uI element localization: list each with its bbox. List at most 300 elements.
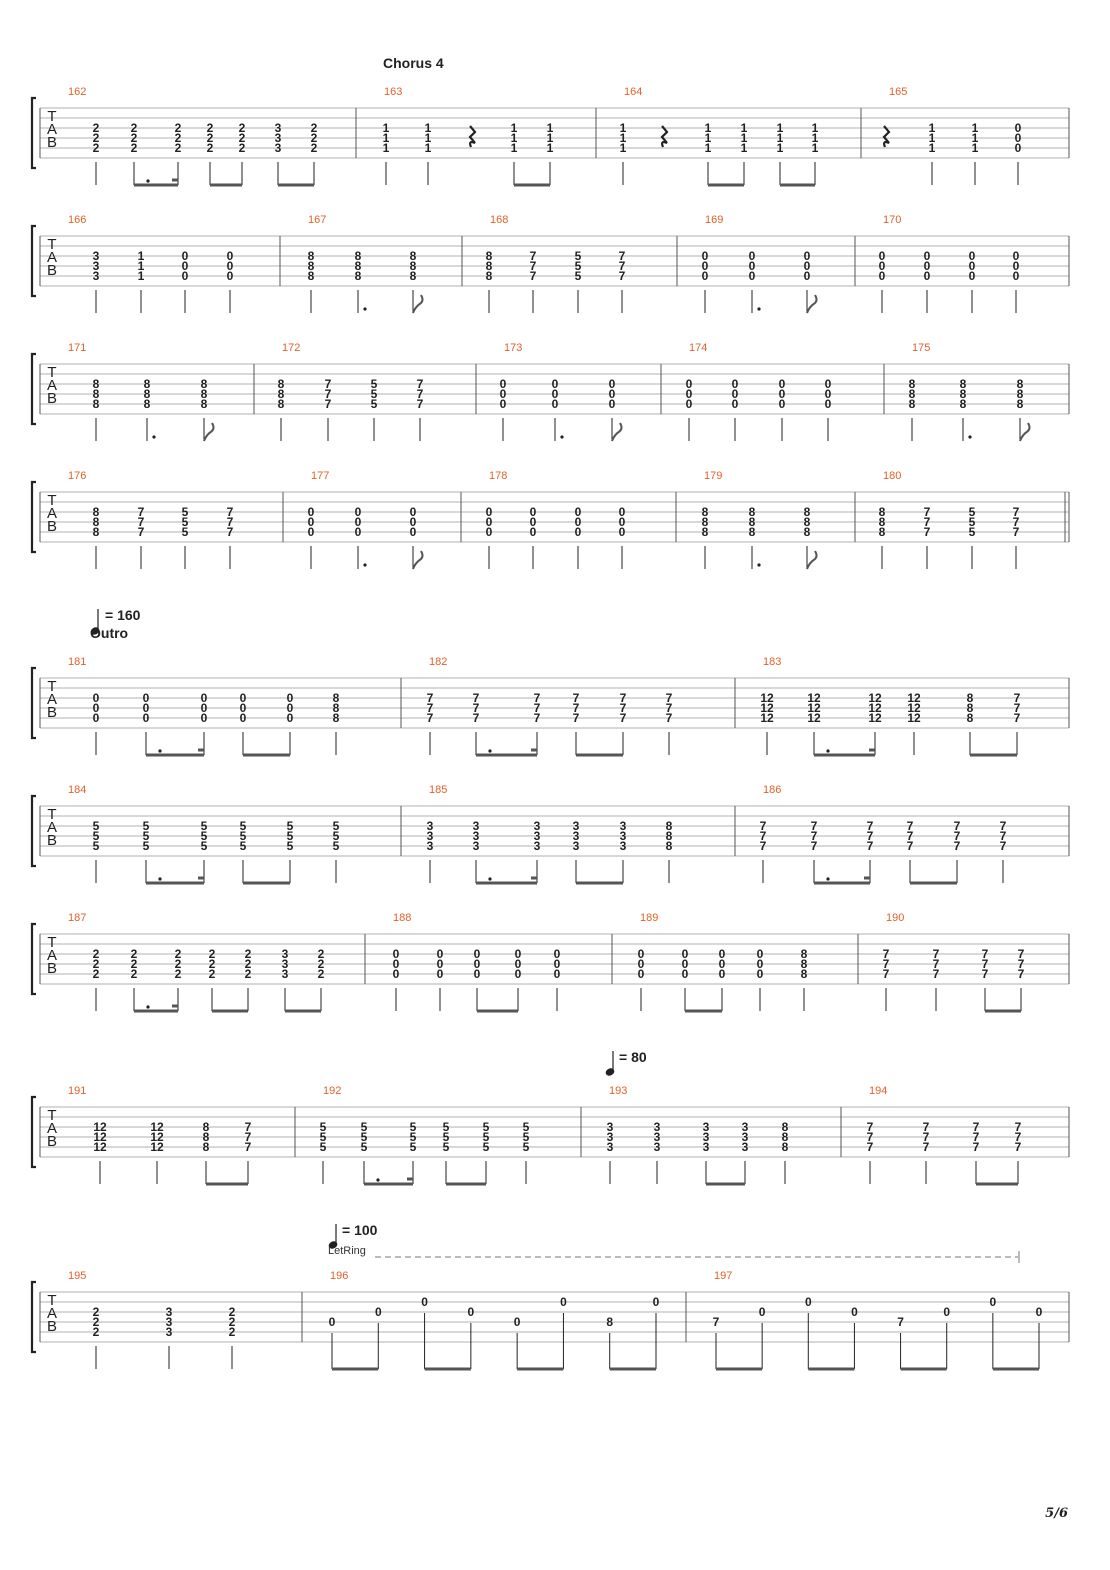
fret-number: 0 [92,691,100,705]
fret-number: 7 [1012,515,1020,529]
fret-number: 3 [274,141,282,155]
measure-number: 186 [763,784,782,796]
fret-number: 8 [485,249,493,263]
fret-number: 8 [959,377,967,391]
fret-number: 5 [409,1140,417,1154]
fret-number: 1 [928,131,936,145]
dot [488,877,491,880]
fret-number: 0 [878,259,886,273]
fret-number: 0 [92,711,100,725]
fret-number: 5 [522,1120,530,1134]
fret-number: 1 [776,121,784,135]
fret-number: 0 [731,387,739,401]
fret-number: 0 [142,701,150,715]
fret-number: 7 [759,829,767,843]
fret-number: 8 [332,701,340,715]
fret-number: 0 [756,957,764,971]
measure [883,912,1025,1011]
system-brace [32,98,36,168]
fret-number: 2 [174,121,182,135]
fret-number: 8 [200,377,208,391]
fret-number: 5 [239,839,247,853]
fret-number: 8 [202,1130,210,1144]
fret-number: 0 [878,249,886,263]
fret-number: 12 [868,701,882,715]
fret-number: 0 [968,269,976,283]
fret-number: 7 [712,1315,720,1329]
measure-number: 165 [889,86,908,98]
fret-number: 3 [606,1130,614,1144]
fret-number: 1 [776,131,784,145]
fret-number: 7 [416,397,424,411]
fret-number: 2 [208,947,216,961]
fret-number: 1 [619,141,627,155]
measure [68,214,234,313]
measure-number: 194 [869,1085,888,1097]
system-brace [32,482,36,552]
measure [308,214,423,313]
fret-number: 0 [529,505,537,519]
measure-number: 188 [393,912,412,924]
fret-number: 3 [472,829,480,843]
fret-number: 1 [137,249,145,263]
fret-number: 2 [130,967,138,981]
fret-number: 8 [966,701,974,715]
dot [158,877,161,880]
fret-number: 1 [137,269,145,283]
fret-number: 0 [1014,121,1022,135]
fret-number: 7 [882,947,890,961]
fret-number: 5 [360,1130,368,1144]
fret-number: 0 [436,947,444,961]
note-flag [807,551,817,569]
measure [620,86,819,185]
fret-number: 2 [238,141,246,155]
fret-number: 8 [665,839,673,853]
fret-number: 2 [206,121,214,135]
staff-system [32,1085,1069,1184]
fret-number: 7 [137,525,145,539]
fret-number: 8 [92,377,100,391]
fret-number: 3 [653,1140,661,1154]
fret-number: 7 [137,515,145,529]
fret-number: 5 [92,819,100,833]
fret-number: 3 [572,829,580,843]
fret-number: 3 [426,829,434,843]
fret-number: 0 [923,249,931,263]
fret-number: 7 [619,701,627,715]
fret-number: 2 [92,121,100,135]
fret-number: 0 [529,515,537,529]
fret-number: 7 [1012,505,1020,519]
fret-number: 7 [882,967,890,981]
measure [760,784,1007,883]
fret-number: 2 [130,947,138,961]
measure-number: 174 [689,342,708,354]
fret-number: 0 [239,691,247,705]
measure [68,784,340,883]
system-brace [32,796,36,866]
fret-number: 0 [756,967,764,981]
fret-number: 2 [317,957,325,971]
fret-number: 5 [332,829,340,843]
fret-number: 7 [1014,1120,1022,1134]
fret-number: 8 [908,387,916,401]
fret-number: 8 [277,377,285,391]
fret-number: 5 [200,839,208,853]
fret-number: 7 [533,701,541,715]
fret-number: 12 [907,691,921,705]
fret-number: 8 [908,377,916,391]
fret-number: 7 [472,711,480,725]
fret-number: 0 [514,957,522,971]
measure-number: 193 [609,1085,628,1097]
staff-systems [32,86,1069,1369]
measure-number: 162 [68,86,87,98]
fret-number: 7 [972,1120,980,1134]
measure [68,1085,252,1184]
fret-number: 8 [878,515,886,529]
fret-number: 7 [1012,525,1020,539]
fret-number: 0 [851,1305,858,1319]
fret-number: 8 [332,711,340,725]
fret-number: 7 [923,505,931,519]
fret-number: 0 [226,249,234,263]
tab-clef-letter: T [47,806,57,823]
fret-number: 0 [608,377,616,391]
note-flag [413,551,423,569]
fret-number: 7 [226,505,234,519]
fret-number: 7 [324,397,332,411]
fret-number: 5 [574,259,582,273]
fret-number: 5 [332,819,340,833]
fret-number: 7 [244,1130,252,1144]
fret-number: 3 [619,839,627,853]
fret-number: 1 [740,141,748,155]
fret-number: 12 [93,1130,107,1144]
fret-number: 2 [228,1325,236,1339]
fret-number: 0 [685,377,693,391]
fret-number: 3 [741,1140,749,1154]
quarter-rest [662,126,667,147]
fret-number: 5 [482,1120,490,1134]
fret-number: 7 [866,819,874,833]
fret-number: 0 [718,947,726,961]
note-flag [1020,423,1030,441]
fret-number: 8 [800,957,808,971]
fret-number: 0 [473,947,481,961]
fret-number: 0 [286,711,294,725]
fret-number: 0 [681,967,689,981]
dot [376,1178,379,1181]
fret-number: 8 [202,1140,210,1154]
fret-number: 3 [653,1120,661,1134]
fret-number: 8 [748,525,756,539]
measure [68,342,214,441]
tab-clef-letter: T [47,934,57,951]
fret-number: 7 [324,377,332,391]
fret-number: 7 [923,515,931,529]
fret-number: 3 [572,839,580,853]
quarter-rest [884,126,889,147]
fret-number: 7 [416,377,424,391]
measure [500,342,622,441]
staff-system [32,470,1069,569]
fret-number: 7 [810,829,818,843]
measure-number: 173 [504,342,523,354]
measure-number: 167 [308,214,327,226]
fret-number: 8 [966,691,974,705]
fret-number: 8 [1016,377,1024,391]
fret-number: 12 [807,691,821,705]
fret-number: 2 [130,141,138,155]
fret-number: 0 [618,505,626,519]
fret-number: 5 [968,525,976,539]
fret-number: 7 [953,839,961,853]
dot [146,179,149,182]
tab-clef-letter: B [46,960,58,977]
fret-number: 12 [760,691,774,705]
tab-clef-letter: T [47,678,57,695]
fret-number: 0 [560,1295,567,1309]
fret-number: 12 [760,701,774,715]
fret-number: 0 [499,397,507,411]
tab-clef-letter: A [46,819,58,836]
fret-number: 0 [499,377,507,391]
fret-number: 2 [174,141,182,155]
fret-number: 7 [906,839,914,853]
fret-number: 8 [143,377,151,391]
measure-number: 180 [883,470,902,482]
fret-number: 0 [1035,1305,1043,1319]
fret-number: 3 [426,839,434,853]
fret-number: 5 [286,829,294,843]
fret-number: 7 [810,839,818,853]
fret-number: 2 [238,121,246,135]
fret-number: 2 [228,1315,236,1329]
fret-number: 8 [781,1140,789,1154]
fret-number: 8 [354,259,362,273]
measure [68,1270,236,1369]
fret-number: 5 [92,839,100,853]
fret-number: 8 [277,397,285,411]
fret-number: 12 [807,701,821,715]
fret-number: 8 [277,387,285,401]
fret-number: 1 [546,131,554,145]
note-flag [612,423,622,441]
fret-number: 8 [800,967,808,981]
fret-number: 3 [92,269,100,283]
fret-number: 8 [92,525,100,539]
staff-system [32,342,1069,441]
fret-number: 3 [274,131,282,145]
measure [68,912,325,1011]
fret-number: 7 [1014,1130,1022,1144]
measure [879,214,1020,313]
fret-number: 7 [759,819,767,833]
measure-number: 172 [282,342,301,354]
fret-number: 0 [181,249,189,263]
fret-number: 8 [485,259,493,273]
fret-number: 7 [999,819,1007,833]
fret-number: 12 [807,711,821,725]
fret-number: 7 [533,711,541,725]
fret-number: 5 [409,1120,417,1134]
measure [68,86,318,185]
fret-number: 8 [409,259,417,273]
fret-number: 1 [137,259,145,273]
fret-number: 0 [286,691,294,705]
fret-number: 0 [718,957,726,971]
dot [488,749,491,752]
fret-number: 5 [181,525,189,539]
fret-number: 8 [803,505,811,519]
tab-clef-letter: A [46,1120,58,1137]
fret-number: 0 [239,711,247,725]
fret-number: 7 [572,691,580,705]
measure-number: 166 [68,214,87,226]
fret-number: 0 [748,269,756,283]
measure-number: 164 [624,86,643,98]
measure [638,912,808,1011]
fret-number: 0 [200,701,208,715]
measure-number: 196 [330,1270,349,1282]
fret-number: 0 [485,525,493,539]
measure-number: 190 [886,912,905,924]
system-brace [32,1097,36,1167]
fret-number: 1 [971,131,979,145]
fret-number: 0 [551,397,559,411]
measure [308,470,423,569]
fret-number: 0 [436,957,444,971]
fret-number: 0 [513,1315,521,1329]
fret-number: 7 [922,1140,930,1154]
fret-number: 7 [972,1140,980,1154]
fret-number: 8 [409,269,417,283]
fret-number: 0 [485,505,493,519]
measure-number: 183 [763,656,782,668]
fret-number: 5 [200,829,208,843]
fret-number: 0 [701,259,709,273]
fret-number: 7 [1013,701,1021,715]
fret-number: 1 [546,141,554,155]
measure [702,214,817,313]
fret-number: 3 [281,947,289,961]
fret-number: 3 [572,819,580,833]
fret-number: 0 [200,711,208,725]
fret-number: 12 [907,701,921,715]
fret-number: 5 [370,397,378,411]
fret-number: 0 [701,249,709,263]
section-label-chorus4: Chorus 4 [383,55,444,71]
fret-number: 5 [442,1120,450,1134]
tempo-label: = 100 [342,1222,378,1238]
fret-number: 0 [923,269,931,283]
fret-number: 2 [92,131,100,145]
fret-number: 0 [392,967,400,981]
fret-number: 7 [665,711,673,725]
fret-number: 0 [392,947,400,961]
tempo-label: = 160 [105,607,141,623]
fret-number: 7 [244,1140,252,1154]
fret-number: 7 [529,269,537,283]
fret-number: 7 [906,819,914,833]
staff-system [32,86,1069,185]
system-brace [32,354,36,424]
fret-number: 3 [606,1120,614,1134]
fret-number: 7 [866,1130,874,1144]
measure [320,1085,530,1184]
quarter-rest [470,126,475,147]
fret-number: 2 [174,947,182,961]
fret-number: 0 [409,505,417,519]
tab-clef-letter: T [47,108,57,125]
fret-number: 7 [426,701,434,715]
fret-number: 2 [92,141,100,155]
tab-clef-letter: A [46,121,58,138]
fret-number: 0 [878,269,886,283]
dot [146,1005,149,1008]
tempo-label: = 80 [619,1049,647,1065]
fret-number: 8 [701,525,709,539]
fret-number: 8 [803,525,811,539]
fret-number: 8 [409,249,417,263]
fret-number: 0 [748,259,756,273]
fret-number: 7 [529,259,537,273]
fret-number: 1 [704,141,712,155]
fret-number: 0 [718,967,726,981]
fret-number: 7 [619,711,627,725]
fret-number: 7 [866,1120,874,1134]
fret-number: 8 [748,505,756,519]
dot [363,563,366,566]
fret-number: 8 [878,525,886,539]
fret-number: 12 [868,691,882,705]
tab-clef-letter: A [46,1305,58,1322]
fret-number: 1 [382,141,390,155]
measure [760,656,1020,755]
measure [68,470,234,569]
fret-number: 0 [989,1295,997,1309]
tab-clef-letter: T [47,236,57,253]
fret-number: 0 [467,1305,475,1319]
dot [363,307,366,310]
fret-number: 7 [1017,947,1025,961]
fret-number: 0 [681,947,689,961]
fret-number: 3 [619,819,627,833]
fret-number: 0 [499,387,507,401]
fret-number: 7 [932,967,940,981]
fret-number: 1 [971,121,979,135]
measure-number: 169 [705,214,724,226]
fret-number: 8 [354,249,362,263]
measure [884,86,1022,185]
fret-number: 12 [868,711,882,725]
tab-clef-letter: A [46,505,58,522]
fret-number: 0 [354,505,362,519]
fret-number: 0 [514,967,522,981]
staff-system [32,1270,1069,1369]
fret-number: 7 [665,691,673,705]
fret-number: 0 [685,397,693,411]
tab-clef-letter: A [46,249,58,266]
fret-number: 0 [374,1305,382,1319]
fret-number: 8 [665,819,673,833]
fret-number: 5 [574,269,582,283]
fret-number: 8 [200,397,208,411]
fret-number: 2 [208,967,216,981]
measure-number: 171 [68,342,87,354]
